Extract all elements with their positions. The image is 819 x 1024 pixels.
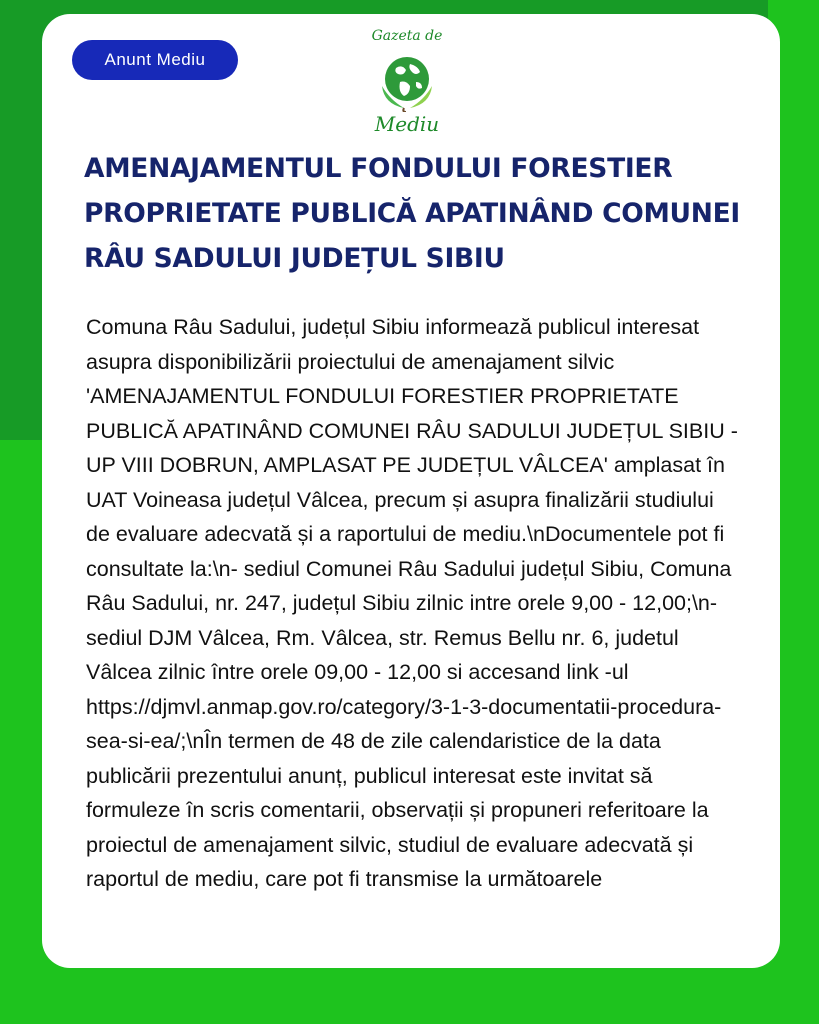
globe-leaf-icon [374, 46, 440, 112]
site-logo[interactable] [352, 28, 462, 140]
category-badge[interactable]: Anunt Mediu [72, 40, 238, 80]
logo-bottom-text: Mediu [374, 112, 440, 136]
logo-top-text: Gazeta de [371, 28, 443, 44]
announcement-body: Comuna Râu Sadului, județul Sibiu informează publicul interesat asupra disponibilizării proiectului de amenajament silvic 'AMENAJAMENTUL FONDULUI FORESTIER PROPRIETATE PUBLICĂ APATINÂND COMUNEI RÂU SADULUI JUDEȚUL SIBIU - UP VIII DOBRUN, AMPLASAT PE JUDEȚUL VÂLCEA' amplasat în UAT Voineasa județul Vâlcea, precum și asupra finalizării studiului de evaluare adecvată și a raportului de mediu.\nDocumentele pot fi consultate la:\n- sediul Comunei Râu Sadului județul Sibiu, Comuna Râu Sadului, nr. 247, județul Sibiu zilnic intre orele 9,00 - 12,00;\n- sediul DJM Vâlcea, Rm. Vâlcea, str. Remus Bellu nr. 6, judetul Vâlcea zilnic între orele 09,00 - 12,00 si accesand link -ul https://djmvl.anmap.gov.ro/category/3-1-3-documentatii-procedura-sea-si-ea/;\nÎn termen de 48 de zile calendaristice de la data publicării prezentului anunț, publicul interesat este invitat să formuleze în scris comentarii, observații și propuneri referitoare la proiectul de amenajament silvic, studiul de evaluare adecvată și raportul de mediu, care pot fi transmise la următoarele [86, 315, 738, 891]
announcement-card [42, 14, 780, 968]
announcement-title: AMENAJAMENTUL FONDULUI FORESTIER PROPRIETATE PUBLICĂ APATINÂND COMUNEI RÂU SADULUI JUDEȚUL SIBIU [84, 153, 740, 274]
